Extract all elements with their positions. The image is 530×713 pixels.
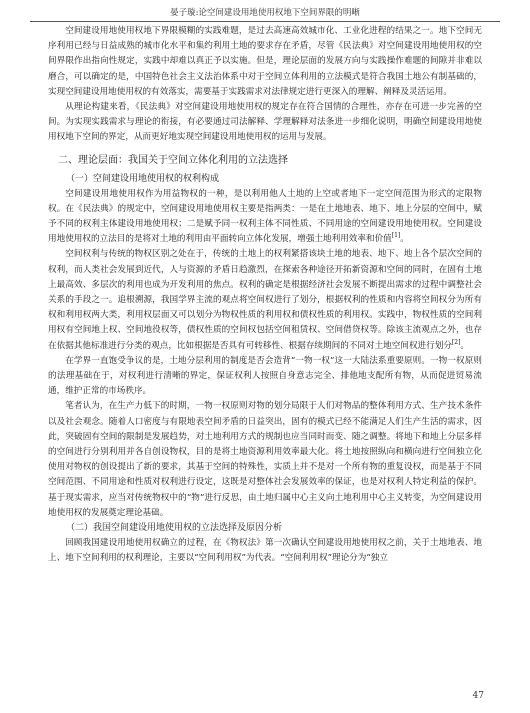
paragraph <box>48 187 482 248</box>
page-number: 47 <box>472 691 484 701</box>
paragraph-text: 空间权利与传统的物权区别之处在于，传统的土地上的权利紧搭该块土地的地表、地下、地上各个层次空间的权利，而人类社会发展到近代，人与资源的矛盾日趋激烈，在探索各种途径开拓新资源和空间的同时，在固有土地上最高效、多层次的利用也成为开发利用的焦点。权利的确定是根据经济社会发展不断提出需求的过程中调整社会关系的手段之一。追根溯源，我国学界主流的观点将空间权进行了划分，根据权利的性质和内容将空间权分为所有权和利用权两大类，利用权层面又可以划分为物权性质的利用权和债权性质的利用权。实践中，物权性质的空间利用权有空间地上权、空间地役权等，债权性质的空间权包括空间租赁权、空间借贷权等。除该主流观点之外，也存在依据其他标准进行分类的观点，比如根据是否具有可转移性、根据存续期间的不同对土地空间权进行划分 <box>48 249 482 351</box>
paragraph-text: 空间建设用地使用权作为用益物权的一种，是以利用他人土地的上空或者地下一定空间范围为形式的定限物权。在《民法典》的规定中，空间建设用地使用权主要是指两类：一是在土地地表、地下、地上分层的空间中，赋予不同的权利主体建设用地使用权；二是赋予同一权利主体不同性质、不同用途的空间建设用地使用权。空间建设用地使用权的立法目的是将对土地的利用由平面转向立体化发展，增强土地利用效率和价值 <box>48 188 482 245</box>
citation-ref: [1] <box>391 232 401 240</box>
article-body <box>48 24 482 567</box>
paragraph: 在学界一直饱受争议的是，土地分层利用的制度是否会造背“一物一权”这一大陆法系重要原则。一物一权原则的法理基础在于，对权利进行清晰的界定，保证权利人按照自身意志完全、排他地支配所有物，从而促进贸易流通，维护正常的市场秩序。 <box>48 355 482 397</box>
paragraph: 空间建设用地使用权地下界限模糊的实践难题，是过去高速高效城市化、工业化进程的结果之一。地下空间无序利用已经与日益成熟的城市化水平和集约利用土地的要求存在矛盾，尽管《民法典》对空间建设用地使用权的空间界限作出指向性规定，实践中却难以真正予以实施。但是，理论层面的发展方向与实践操作难题的间隙并非难以磨合，可以确定的是，中国特色社会主义法治体系中对于空间立体利用的立法模式是符合我国土地公有制基础的，实现空间建设用地使用权的有效落实，需要基于实践需求对法律规定进行更深入的理解、阐释及灵活运用。 <box>48 26 482 97</box>
subsection-heading: （二）我国空间建设用地使用权的立法选择及原因分析 <box>66 523 283 534</box>
paragraph-end: 。 <box>400 234 409 245</box>
paragraph: 回顾我国建设用地使用权确立的过程，在《物权法》第一次确认空间建设用地使用权之前，关于土地地表、地上、地下空间利用的权利理论，主要以“空间利用权”为代表。“空间利用权”理论分为“独立 <box>48 538 482 564</box>
running-header: 晏子璇:论空间建设用地使用权地下空间界限的明晰 <box>30 6 500 22</box>
section-heading: 二、理论层面：我国关于空间立体化利用的立法选择 <box>58 154 288 166</box>
subsection-heading: （一）空间建设用地使用权的权利构成 <box>66 173 220 184</box>
paragraph <box>48 247 482 353</box>
citation-ref: [2] <box>451 338 461 346</box>
paragraph-end: 。 <box>460 340 470 351</box>
paragraph: 笔者认为，在生产力低下的时期，一物一权原则对物的划分局限于人们对物品的整体利用方式、生产技术条件以及社会观念。随着人口密度与有限地表空间矛盾的日益突出，固有的模式已经不能满足人们生产生活的需求，因此，突破固有空间的限制是发展趋势，对土地利用方式的规制也应当同时而变、随之调整。将地下和地上分层多样的空间进行分别利用并各自创设物权，目的是将土地资源利用效率最大化。将土地按照纵向和横向进行空间独立化使用对物权的创设提出了新的要求，其基于空间的特殊性，实质上并不是对一个所有物的重复设权，而是基于不同空间范围、不同用途和性质对权利进行设定，这既是对整体社会发展效率的保证，也是对权利人特定利益的保护。基于现实需求，应当对传统物权中的“物”进行反思，由土地归属中心主义向土地利用中心主义转变，为空间建设用地使用权的发展奠定理论基础。 <box>48 401 482 518</box>
paragraph: 从理论构建来看，《民法典》对空间建设用地使用权的规定存在符合国情的合理性，亦存在可进一步完善的空间。为实现实践需求与理论的衔接，有必要通过司法解释、学理解释对法条进一步细化说明，明确空间建设用地使用权地下空间的界定，从而更好地实现空间建设用地使用权的运用与发展。 <box>48 102 482 143</box>
